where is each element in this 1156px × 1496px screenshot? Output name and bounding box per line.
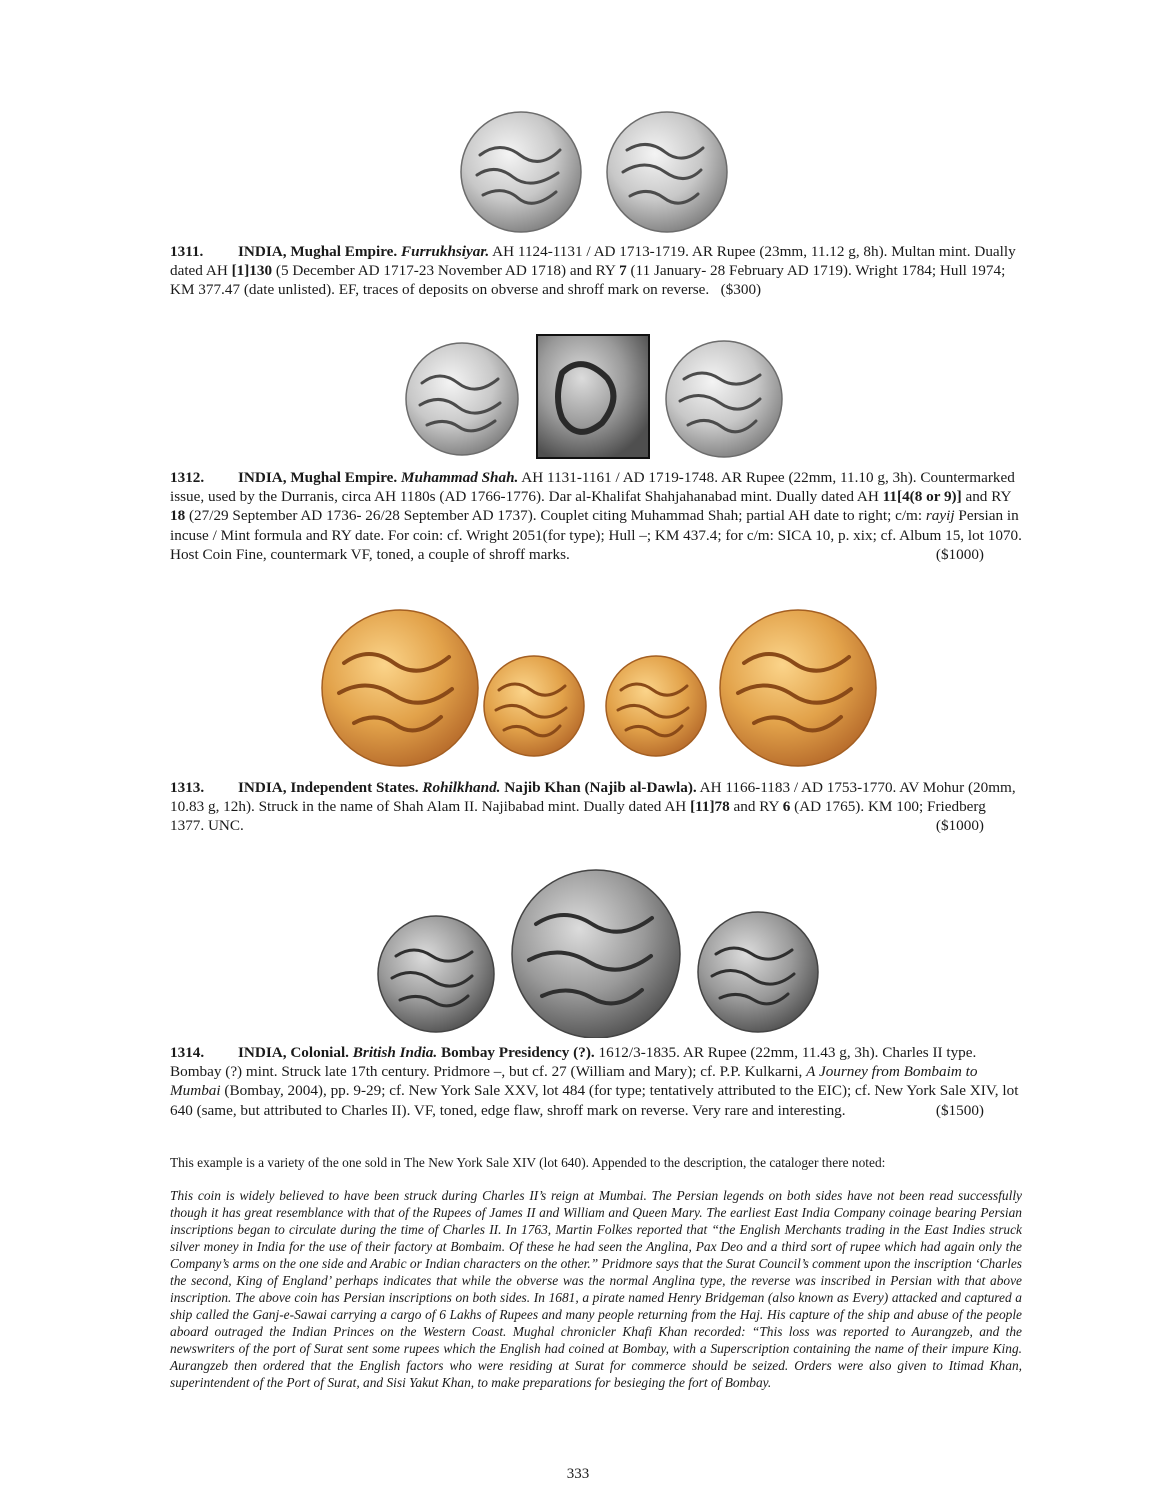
lot-number: 1312. (170, 469, 205, 486)
page-number: 333 (566, 1466, 590, 1482)
coin-obverse-actual-size (484, 656, 584, 756)
lot-description: AH 1131-1161 / AD 1719-1748. AR Rupee (22mm, 11.10 g, 3h). Countermarked issue, used by the Durranis, circa AH 1180s (AD 1766-1776). Dar al-Khalifat Shahjahanabad mint. Dually dated AH (170, 469, 1015, 506)
lot-1311 (170, 242, 1022, 300)
lot-1314-coin-images (374, 868, 822, 1038)
lot-region: INDIA, Mughal Empire. (238, 469, 398, 486)
lot-date-ry: 7 (619, 262, 627, 280)
lot-description: 1612/3-1835. AR Rupee (22mm, 11.43 g, 3h). Charles II type. Bombay (?) mint. Struck late 17th century. Pridmore –, but cf. 27 (William and Mary); cf. P.P. Kulkarni, (170, 1044, 977, 1081)
coin-obverse (406, 343, 518, 455)
lot-date-ry: 6 (782, 798, 791, 816)
lot-description: and RY (729, 798, 783, 816)
lot-region: INDIA, Colonial. (238, 1044, 349, 1061)
cataloger-note: This example is a variety of the one sold in The New York Sale XIV (lot 640). Appended to the description, the cataloger there noted: (170, 1155, 886, 1170)
lot-number: 1314. (170, 1044, 205, 1061)
coin-obverse-large (322, 610, 478, 766)
lot-description: Persian in incuse / Mint formula and RY date. For coin: cf. Wright 2051(for type); Hull –; KM 437.4; for c/m: SICA 10, p. xix; cf. Album 15, lot 1070. Host Coin Fine, countermark VF, toned, a couple of shroff marks. (170, 507, 1022, 563)
lot-number: 1311. (170, 243, 204, 260)
lot-number: 1313. (170, 779, 205, 796)
lot-1312 (170, 468, 1022, 564)
lot-ruler: Najib Khan (Najib al-Dawla). (504, 779, 697, 796)
coin-obverse (461, 112, 581, 232)
coin-reverse (666, 341, 782, 457)
lot-1311-coin-images (455, 110, 735, 235)
lot-description: (5 December AD 1717-23 November AD 1718) and RY (272, 262, 620, 280)
lot-description: AH 1124-1131 / AD 1713-1719. AR Rupee (23mm, 11.12 g, 8h). Multan mint. Dually dated AH (170, 243, 1016, 280)
coin-obverse-large (512, 870, 680, 1038)
lot-state: British India. (352, 1044, 438, 1061)
lot-estimate: ($1500) (935, 1101, 984, 1119)
coin-reverse-large (720, 610, 876, 766)
lot-date-ah: [1]130 (231, 262, 273, 280)
coin-reverse-actual-size (698, 912, 818, 1032)
lot-reference-title: A Journey from Bombaim to Mumbai (170, 1063, 978, 1100)
lot-description: (11 January- 28 February AD 1719). Wright 1784; Hull 1974; KM 377.47 (date unlisted). EF, traces of deposits on obverse and shroff mark on reverse. (170, 262, 1006, 299)
lot-estimate: ($1000) (935, 817, 984, 835)
lot-ruler: Bombay Presidency (?). (441, 1044, 595, 1061)
cataloger-quote: This coin is widely believed to have been struck during Charles II’s reign at Mumbai. The Persian legends on both sides have not been read successfully though it has great resemblance with that of the Rupees of James II and William and Queen Mary. The earliest East India Company coinage bearing Persian inscriptions began to circulate during the time of Charles II. In 1763, Martin Folkes reported that “the English Merchants trading in the East Indies struck silver money in India for the use of their factory at Bombaim. Of these he had seen the Anglina, Pax Deo and a third sort of rupee which had again only the Company’s arms on the one side and Arabic or Indian characters on the other.” Pridmore says that the Surat Council’s comment upon the inscription ‘Charles the second, King of England’ perhaps indicates that while the obverse was the normal Anglina type, the reverse was inscribed in Persian with that above inscription. The above coin has Persian inscriptions on both sides. In 1681, a pirate named Henry Bridgeman (also known as Every) attacked and captured a ship called the Ganj-e-Sawai carrying a cargo of 6 Lakhs of Rupees and many people returning from the Haj. His capture of the ship and abuse of the people aboard outraged the Indian Princes on the Western Coast. Mughal chronicler Khafi Khan recorded: “This loss was reported to Aurangzeb, and the newswriters of the port of Surat sent some rupees which the English had coined at Bombay, with a Superscription containing the name of their impure King. Aurangzeb then ordered that the English factors who were residing at Surat for commerce should be seized. Orders were also given to Itimad Khan, superintendent of the Port of Surat, and Sisi Yakut Khan, to make preparations for besieging the fort of Bombay. (170, 1188, 1022, 1390)
lot-date-ah: [11]78 (690, 798, 730, 816)
lot-description: (Bombay, 2004), pp. 9-29; cf. New York Sale XXV, lot 484 (for type; tentatively attributed to the EIC); cf. New York Sale XIV, lot 640 (same, but attributed to Charles II). VF, toned, edge flaw, shroff mark on reverse. Very rare and interesting. (170, 1082, 1019, 1119)
lot-countermark-word: rayij (925, 507, 955, 525)
lot-region: INDIA, Mughal Empire. (238, 243, 398, 260)
lot-description: and RY (961, 488, 1011, 506)
lot-1312-coin-images (402, 333, 786, 461)
lot-ruler: Furrukhsiyar. (401, 243, 490, 260)
lot-estimate: ($300) (720, 281, 762, 299)
countermark-closeup (537, 335, 649, 458)
lot-description: (AD 1765). KM 100; Friedberg 1377. UNC. (170, 798, 986, 835)
lot-state: Rohilkhand. (422, 779, 501, 796)
lot-description: (27/29 September AD 1736- 26/28 September AD 1737). Couplet citing Muhammad Shah; partial AH date to right; c/m: (185, 507, 926, 525)
lot-estimate: ($1000) (935, 545, 984, 563)
lot-date-ah: 11[4(8 or 9)] (882, 488, 962, 506)
lot-1314 (170, 1043, 1022, 1120)
lot-description: AH 1166-1183 / AD 1753-1770. AV Mohur (20mm, 10.83 g, 12h). Struck in the name of Shah Alam II. Najibabad mint. Dually dated AH (170, 779, 1016, 816)
coin-reverse-actual-size (606, 656, 706, 756)
lot-region: INDIA, Independent States. (238, 779, 419, 796)
coin-obverse-actual-size (378, 916, 494, 1032)
coin-reverse (607, 112, 727, 232)
lot-ruler: Muhammad Shah. (401, 469, 519, 486)
lot-date-ry: 18 (170, 507, 186, 525)
lot-1313 (170, 778, 1022, 836)
lot-1313-coin-images (314, 608, 882, 768)
